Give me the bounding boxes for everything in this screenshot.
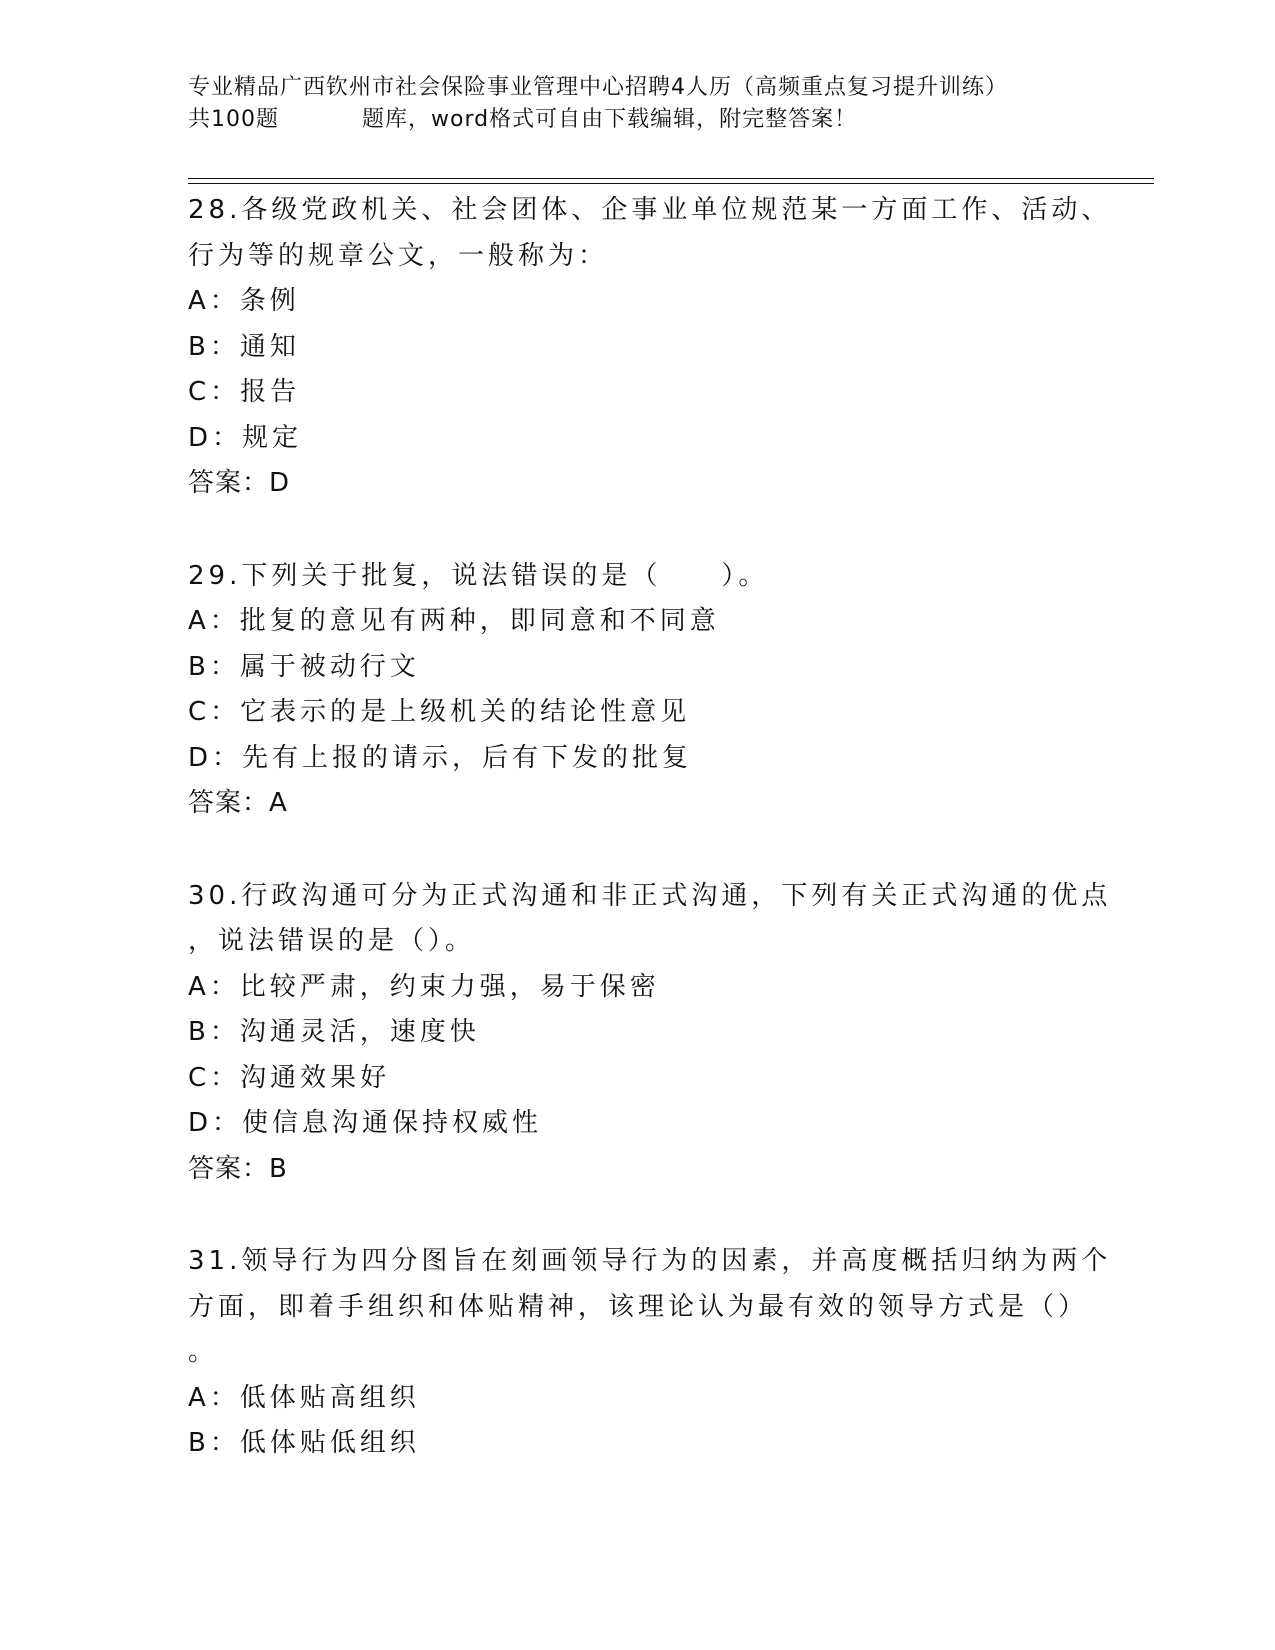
- question-stem: 31.领导行为四分图旨在刻画领导行为的因素，并高度概括归纳为两个: [188, 1246, 1112, 1276]
- option-a: A：比较严肃，约束力强，易于保密: [188, 971, 660, 1002]
- question-stem: 29.下列关于批复，说法错误的是（ ）。: [188, 560, 769, 591]
- question-spacer: [188, 507, 1088, 554]
- option-d: D：先有上报的请示，后有下发的批复: [188, 742, 693, 773]
- question-stem: 28.各级党政机关、社会团体、企事业单位规范某一方面工作、活动、: [188, 195, 1112, 225]
- question-stem: 方面，即着手组织和体贴精神，该理论认为最有效的领导方式是（）: [188, 1291, 1089, 1322]
- question-spacer: [188, 1192, 1088, 1239]
- header-divider-bottom: [188, 183, 1154, 184]
- question-stem: 30.行政沟通可分为正式沟通和非正式沟通，下列有关正式沟通的优点: [188, 880, 1112, 911]
- question-stem: ，说法错误的是（）。: [188, 926, 476, 956]
- option-b: B：沟通灵活，速度快: [188, 1017, 480, 1047]
- question-block-29: [188, 554, 1088, 827]
- question-block-31: [188, 1239, 1112, 1467]
- answer: 答案：D: [188, 468, 291, 498]
- option-a: A：批复的意见有两种，即同意和不同意: [188, 606, 720, 636]
- question-list: [188, 188, 1112, 1467]
- question-block-28: [188, 188, 1112, 507]
- option-b: B：通知: [188, 331, 300, 362]
- header-divider-top: [188, 178, 1154, 179]
- option-b: B：属于被动行文: [188, 651, 420, 682]
- question-stem: 。: [188, 1337, 219, 1367]
- option-c: C：报告: [188, 377, 301, 407]
- document-header: [188, 72, 1088, 136]
- option-c: C：它表示的是上级机关的结论性意见: [188, 697, 691, 727]
- option-d: D：规定: [188, 422, 303, 453]
- option-a: A：条例: [188, 286, 300, 316]
- option-d: D：使信息沟通保持权威性: [188, 1108, 543, 1138]
- header-description: 题库，word格式可自由下载编辑，附完整答案！: [362, 107, 858, 132]
- answer: 答案：B: [188, 1153, 288, 1184]
- question-spacer: [188, 827, 1088, 874]
- question-count: 共100题: [188, 107, 279, 132]
- option-a: A：低体贴高组织: [188, 1382, 420, 1413]
- question-stem: 行为等的规章公文，一般称为：: [188, 240, 609, 271]
- answer: 答案：A: [188, 788, 288, 818]
- option-c: C：沟通效果好: [188, 1062, 391, 1093]
- option-b: B：低体贴低组织: [188, 1428, 420, 1458]
- question-block-30: [188, 874, 1112, 1193]
- header-title-line: 专业精品广西钦州市社会保险事业管理中心招聘4人历（高频重点复习提升训练）: [188, 75, 1008, 100]
- header-subtitle-line: [188, 104, 1088, 136]
